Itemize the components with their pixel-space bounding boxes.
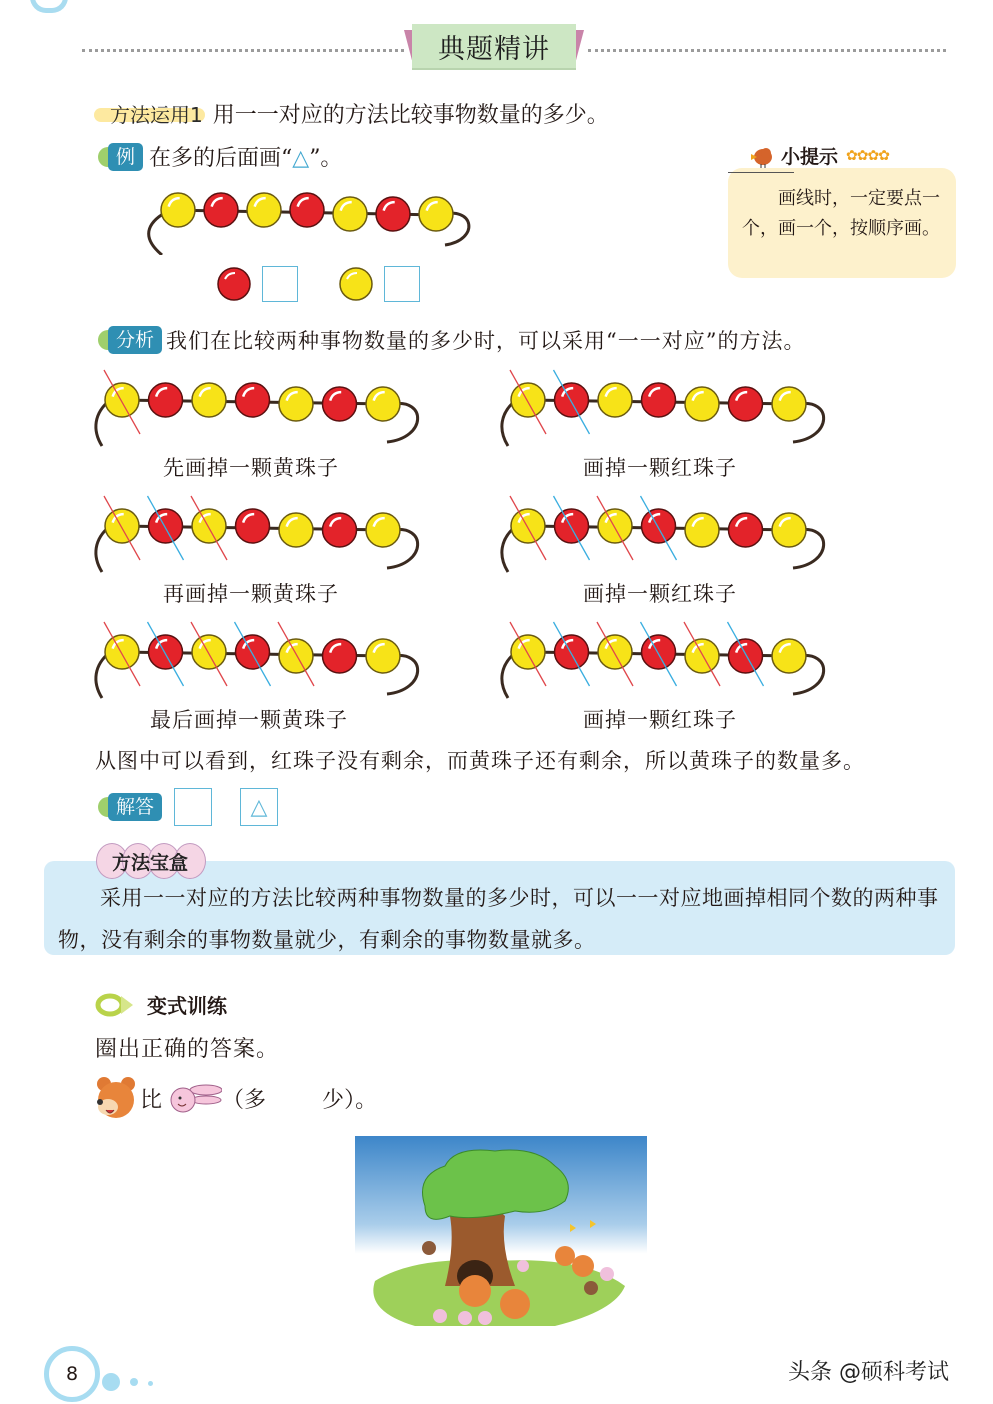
practice-instruction: 圈出正确的答案。 — [95, 1037, 280, 1062]
example-bead-string — [140, 180, 480, 255]
answer-box-red[interactable] — [262, 266, 298, 302]
analysis-bead-string — [498, 620, 838, 700]
flower-icons: ✿✿✿✿ — [846, 147, 889, 164]
tree-animals-illustration — [355, 1136, 647, 1332]
practice-question: 比 （ 多 少 ）。 — [92, 1074, 377, 1122]
analysis-bead-string — [498, 368, 838, 448]
analysis-text: 我们在比较两种事物数量的多少时，可以采用“一一对应”的方法。 — [166, 329, 806, 353]
example-heading — [98, 141, 342, 172]
section-header — [404, 24, 584, 70]
option-less[interactable]: 少 — [322, 1087, 345, 1113]
analysis-conclusion: 从图中可以看到，红珠子没有剩余，而黄珠子还有剩余，所以黄珠子的数量多。 — [95, 749, 865, 773]
step-caption: 最后画掉一颗黄珠子 — [150, 708, 348, 732]
method-text: 用一一对应的方法比较事物数量的多少。 — [212, 102, 609, 128]
step-caption: 先画掉一颗黄珠子 — [163, 456, 339, 480]
page-number: 8 — [44, 1346, 100, 1402]
triangle-symbol: △ — [292, 146, 310, 171]
answer-row — [98, 788, 278, 826]
arrow-eye-icon — [95, 993, 135, 1017]
practice-heading: 变式训练 — [95, 990, 227, 1019]
example-label: 例 — [98, 143, 143, 171]
rabbit-face-icon — [168, 1080, 222, 1116]
example-text: 在多的后面画“△”。 — [149, 146, 343, 171]
method-heading — [94, 98, 609, 128]
analysis-bead-string — [92, 368, 432, 448]
step-caption: 画掉一颗红珠子 — [583, 582, 737, 606]
answer-box-2[interactable]: △ — [240, 788, 278, 826]
yellow-bead-icon — [338, 266, 374, 302]
footer-dot — [148, 1381, 153, 1386]
step-caption: 画掉一颗红珠子 — [583, 456, 737, 480]
hint-title: 小提示 ✿✿✿✿ — [745, 142, 889, 169]
red-bead-icon — [216, 266, 252, 302]
section-title: 典题精讲 — [412, 24, 576, 70]
hint-pointer-line — [728, 172, 794, 173]
answer-box-1[interactable] — [174, 788, 212, 826]
header-divider-left — [82, 49, 404, 52]
bird-icon — [745, 144, 777, 168]
analysis-bead-string — [92, 620, 432, 700]
method-tips-text: 采用一一对应的方法比较两种事物数量的多少时，可以一一对应地画掉相同个数的两种事物，没有剩余的事物数量就少，有剩余的事物数量就多。 — [58, 886, 939, 952]
corner-decoration — [30, 0, 68, 13]
hint-text: 画线时，一定要点一个，画一个，按顺序画。 — [742, 188, 940, 239]
example-choices — [216, 266, 420, 302]
step-caption: 再画掉一颗黄珠子 — [163, 582, 339, 606]
footer-dot — [130, 1378, 138, 1386]
answer-box-yellow[interactable] — [384, 266, 420, 302]
analysis-bead-string — [498, 494, 838, 574]
analysis-heading — [98, 325, 806, 355]
answer-label: 解答 — [98, 793, 162, 821]
compare-word: 比 — [140, 1087, 163, 1113]
bear-face-icon — [92, 1074, 140, 1122]
method-badge: 方法运用1 — [94, 99, 207, 128]
watermark: 头条 @硕科考试 — [788, 1360, 949, 1385]
analysis-bead-string — [92, 494, 432, 574]
step-caption: 画掉一颗红珠子 — [583, 708, 737, 732]
footer-dot — [102, 1373, 120, 1391]
option-more[interactable]: 多 — [244, 1087, 267, 1113]
analysis-label: 分析 — [98, 326, 162, 354]
method-tips-badge: 方法宝盒 — [96, 843, 204, 877]
header-divider-right — [588, 49, 946, 52]
